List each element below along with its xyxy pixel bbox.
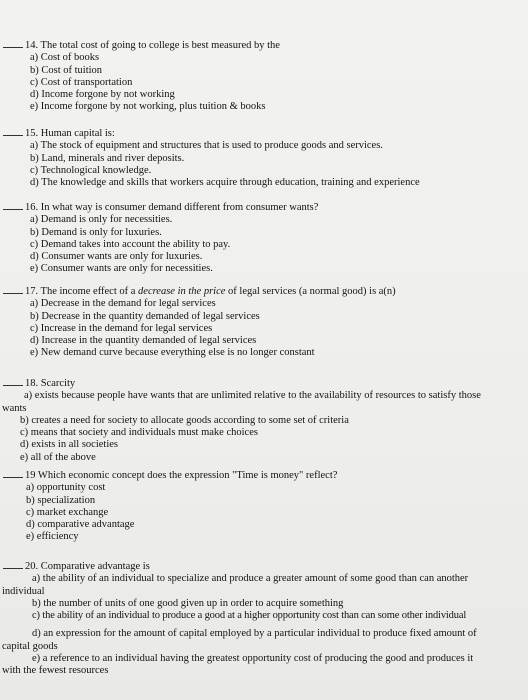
answer-blank[interactable] (3, 476, 23, 478)
option-e: e) New demand curve because everything else is no longer constant (30, 347, 315, 359)
question-stem: 20. Comparative advantage is (25, 561, 150, 572)
option-e: e) a reference to an individual having the greatest opportunity cost of producing the good and produces it (32, 653, 474, 665)
question-stem: 14. The total cost of going to college is best measured by the (25, 40, 280, 51)
question-14 (0, 40, 528, 114)
answer-blank[interactable] (3, 384, 23, 386)
option-b: b) the number of units of one good given up in order to acquire something (32, 597, 344, 609)
answer-blank[interactable] (3, 134, 23, 136)
question-18 (0, 378, 528, 464)
option-c: c) market exchange (26, 506, 109, 518)
option-a: a) exists because people have wants that are unlimited relative to the availability of resources to satisfy those (24, 390, 481, 402)
question-stem: 19 Which economic concept does the expression "Time is money" reflect? (25, 470, 338, 481)
option-c: c) Increase in the demand for legal services (30, 322, 213, 334)
question-17 (0, 286, 528, 360)
option-b: b) Demand is only for luxuries. (30, 226, 162, 238)
answer-blank[interactable] (3, 46, 23, 48)
answer-blank[interactable] (3, 208, 23, 210)
question-16 (0, 202, 528, 276)
option-a: a) Demand is only for necessities. (30, 214, 173, 226)
question-19 (0, 470, 528, 544)
option-a: a) Cost of books (30, 52, 100, 64)
answer-blank[interactable] (3, 567, 23, 569)
option-c: c) means that society and individuals must make choices (20, 427, 258, 439)
option-d: d) exists in all societies (20, 439, 118, 451)
option-a-continued: wants (2, 402, 27, 414)
option-b: b) Land, minerals and river deposits. (30, 152, 185, 164)
option-b: b) Decrease in the quantity demanded of legal services (30, 310, 260, 322)
option-e: e) Income forgone by not working, plus tuition & books (30, 101, 266, 113)
question-stem: 18. Scarcity (25, 378, 76, 389)
option-b: b) creates a need for society to allocate goods according to some set of criteria (20, 414, 349, 426)
option-d: d) Increase in the quantity demanded of legal services (30, 335, 257, 347)
option-e: e) all of the above (20, 451, 96, 463)
option-a: a) opportunity cost (26, 482, 106, 494)
option-d: d) an expression for the amount of capital employed by a particular individual to produce fixed amount of (32, 628, 477, 640)
option-d: d) comparative advantage (26, 519, 135, 531)
option-c: c) Technological knowledge. (30, 164, 152, 176)
option-c: c) Cost of transportation (30, 76, 133, 88)
question-15 (0, 128, 528, 189)
option-d: d) Income forgone by not working (30, 89, 175, 101)
option-a: a) the ability of an individual to specialize and produce a greater amount of some good than can another (32, 573, 469, 585)
option-e: e) Consumer wants are only for necessities. (30, 263, 213, 275)
option-e: e) efficiency (26, 531, 79, 543)
question-stem: 17. The income effect of a decrease in the price of legal services (a normal good) is a(n) (25, 286, 396, 297)
answer-blank[interactable] (3, 292, 23, 294)
option-a-continued: individual (2, 585, 45, 597)
option-d: d) Consumer wants are only for luxuries. (30, 251, 203, 263)
option-d-continued: capital goods (2, 640, 58, 652)
option-c: c) Demand takes into account the ability to pay. (30, 238, 231, 250)
question-20 (0, 561, 528, 678)
option-d: d) The knowledge and skills that workers acquire through education, training and experience (30, 177, 420, 189)
question-stem: 15. Human capital is: (25, 128, 115, 139)
option-a: a) The stock of equipment and structures that is used to produce goods and services. (30, 140, 383, 152)
option-b: b) Cost of tuition (30, 64, 103, 76)
option-c: c) the ability of an individual to produce a good at a higher opportunity cost than can some other individual (32, 610, 467, 622)
question-stem: 16. In what way is consumer demand different from consumer wants? (25, 202, 319, 213)
option-e-continued: with the fewest resources (2, 665, 109, 677)
option-b: b) specialization (26, 494, 96, 506)
option-a: a) Decrease in the demand for legal services (30, 298, 216, 310)
